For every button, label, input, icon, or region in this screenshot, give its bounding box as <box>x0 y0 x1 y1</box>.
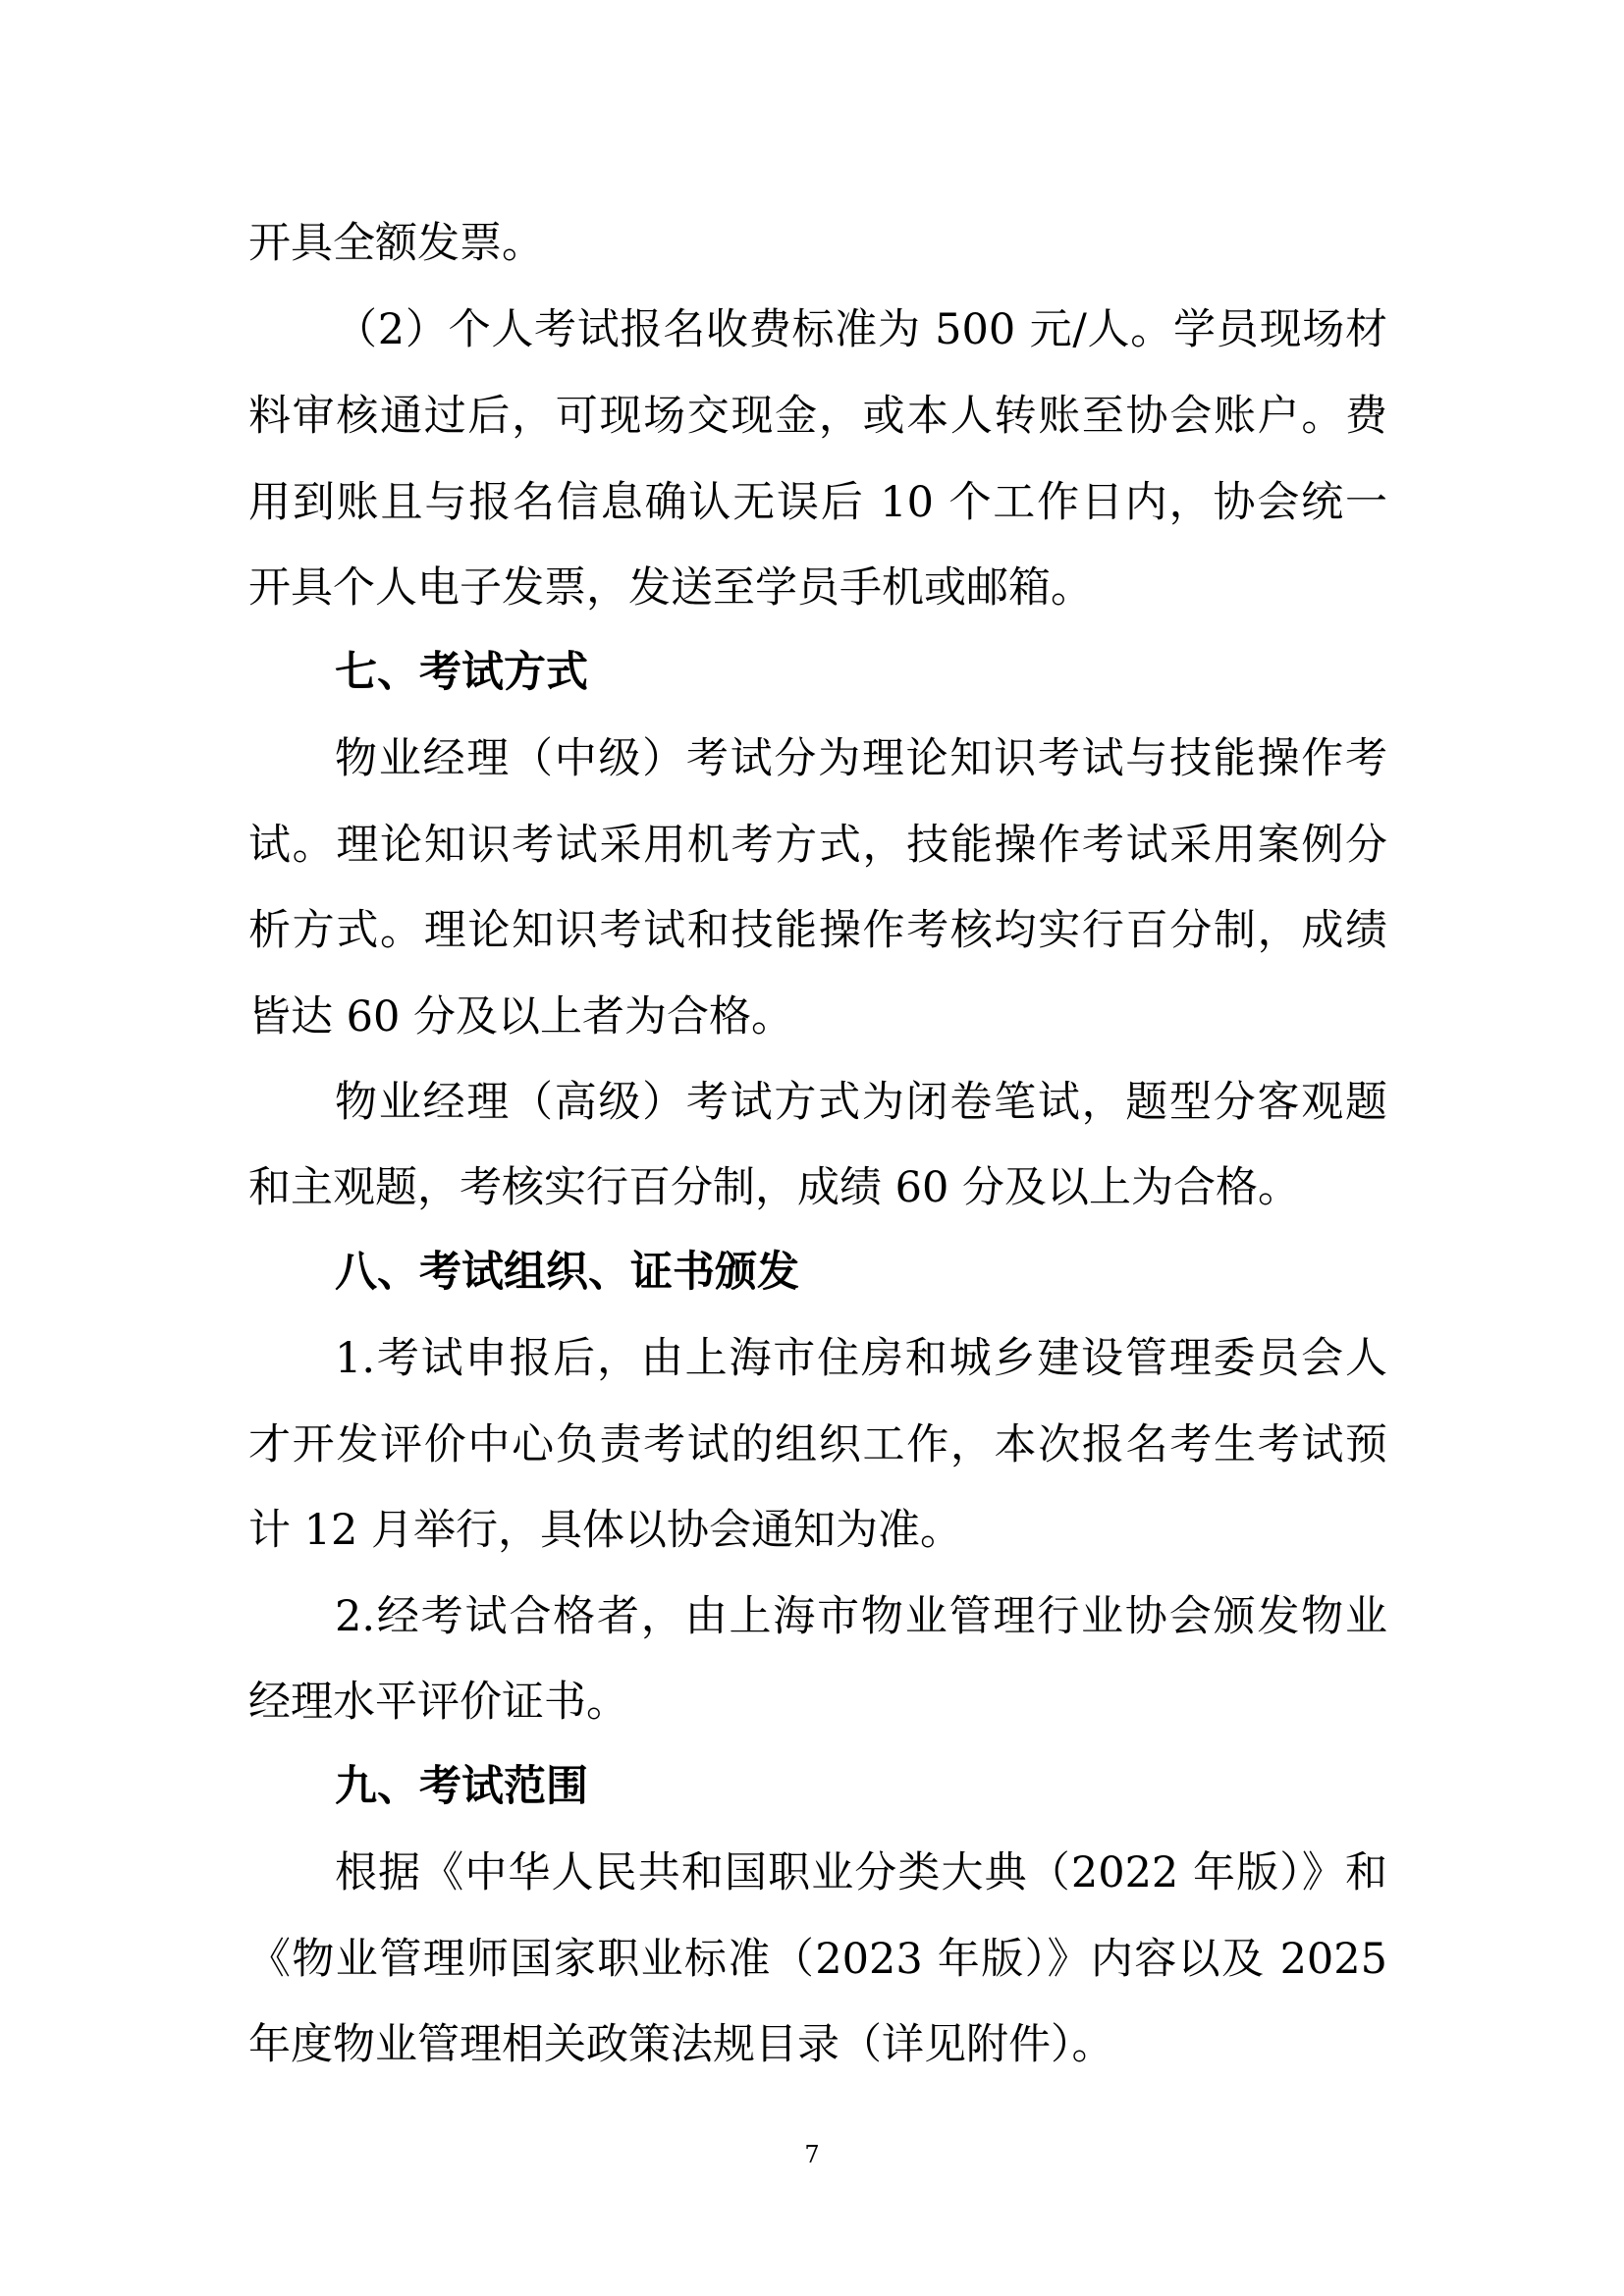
paragraph-line: 根据《中华人民共和国职业分类大典（2022 年版）》和 <box>335 1848 1387 1897</box>
paragraph-line: 1.考试申报后，由上海市住房和城乡建设管理委员会人 <box>335 1334 1387 1383</box>
paragraph-line: 用到账且与报名信息确认无误后 10 个工作日内，协会统一 <box>248 478 1387 527</box>
paragraph-line: 2.经考试合格者，由上海市物业管理行业协会颁发物业 <box>335 1592 1387 1641</box>
paragraph-line: 经理水平评价证书。 <box>248 1678 628 1727</box>
section-heading: 七、考试方式 <box>335 648 588 697</box>
paragraph-line: 料审核通过后，可现场交现金，或本人转账至协会账户。费 <box>248 392 1387 441</box>
paragraph-line: 试。理论知识考试采用机考方式，技能操作考试采用案例分 <box>248 821 1387 870</box>
paragraph-line: 和主观题，考核实行百分制，成绩 60 分及以上为合格。 <box>248 1163 1301 1212</box>
paragraph-line: 析方式。理论知识考试和技能操作考核均实行百分制，成绩 <box>248 906 1387 955</box>
section-heading: 八、考试组织、证书颁发 <box>335 1248 799 1297</box>
paragraph-line: 物业经理（中级）考试分为理论知识考试与技能操作考 <box>335 734 1387 783</box>
paragraph-line: 《物业管理师国家职业标准（2023 年版）》内容以及 2025 <box>248 1935 1387 1984</box>
paragraph-line: 才开发评价中心负责考试的组织工作，本次报名考生考试预 <box>248 1420 1387 1469</box>
page-number: 7 <box>804 2141 820 2168</box>
section-heading: 九、考试范围 <box>335 1762 588 1811</box>
paragraph-line: 物业经理（高级）考试方式为闭卷笔试，题型分客观题 <box>335 1078 1387 1127</box>
paragraph-line: （2）个人考试报名收费标准为 500 元/人。学员现场材 <box>335 305 1387 354</box>
paragraph-line: 开具全额发票。 <box>248 219 544 268</box>
paragraph-line: 年度物业管理相关政策法规目录（详见附件）。 <box>248 2020 1114 2069</box>
paragraph-line: 开具个人电子发票，发送至学员手机或邮箱。 <box>248 563 1093 613</box>
paragraph-line: 计 12 月举行，具体以协会通知为准。 <box>248 1506 963 1555</box>
paragraph-line: 皆达 60 分及以上者为合格。 <box>248 992 794 1041</box>
